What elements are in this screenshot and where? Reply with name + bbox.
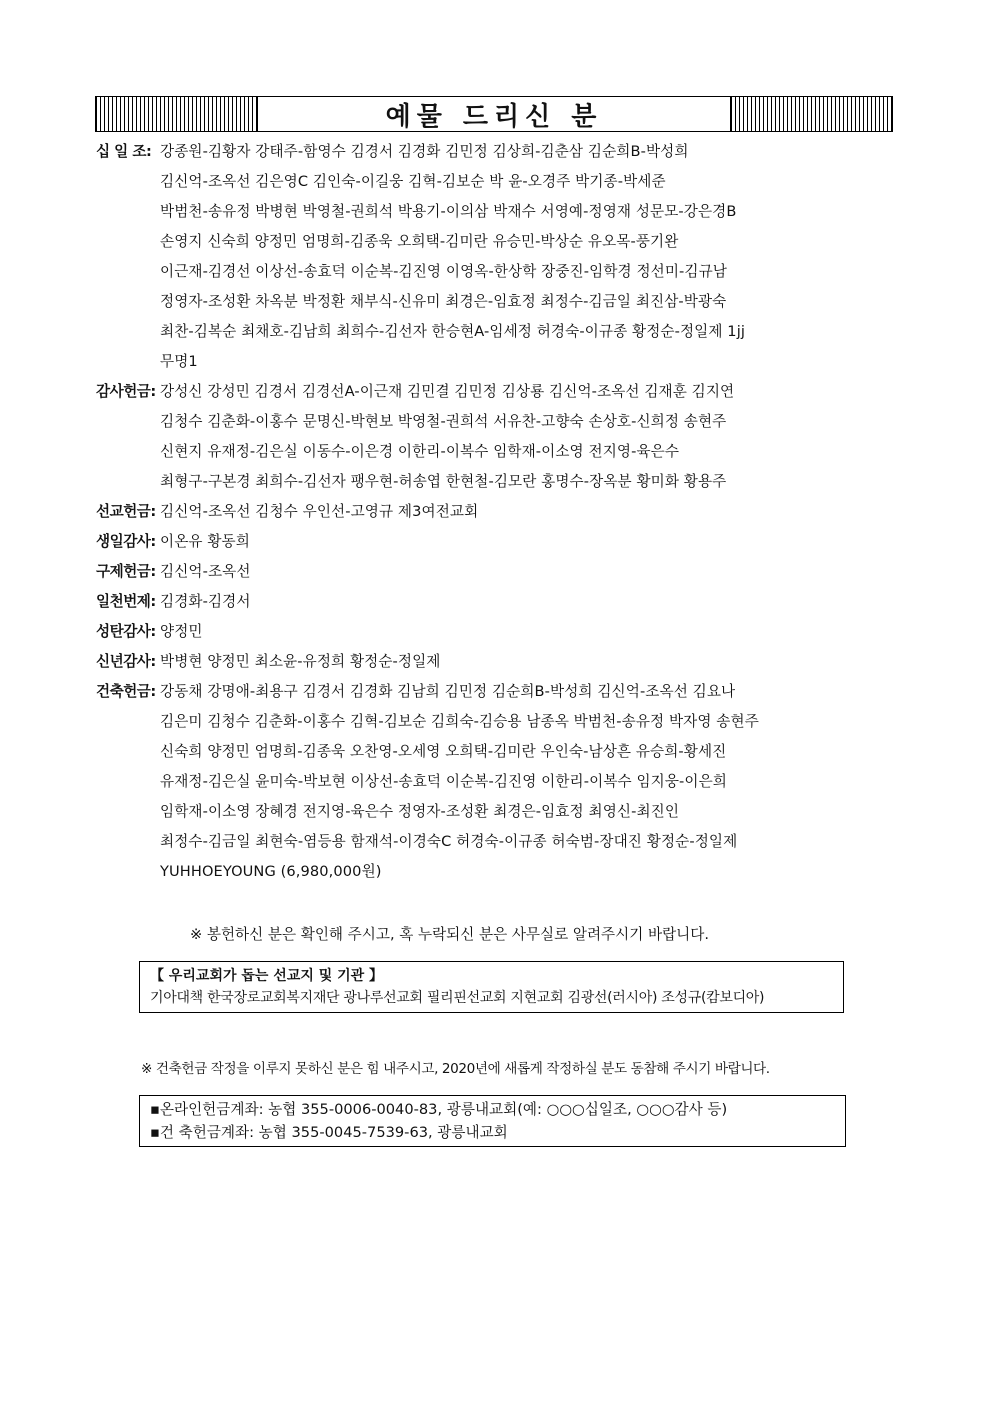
section-names — [160, 497, 896, 527]
name-line: 김신억-조옥선 — [160, 563, 251, 580]
name-line: 김청수 김춘화-이홍수 문명신-박현보 박영철-권희석 서유찬-고향숙 손상호-신희정 송현주 — [160, 413, 727, 430]
page-title: 예물 드리신 분 — [385, 101, 603, 132]
offering-section — [96, 377, 896, 497]
name-line: 김신억-조옥선 김청수 우인선-고영규 제3여전교회 — [160, 503, 479, 520]
name-line: 최정수-김금일 최현숙-염등용 함재석-이경숙C 허경숙-이규종 허숙범-장대진 황정순-정일제 — [160, 833, 738, 850]
name-line: 신현지 유재정-김은실 이동수-이은경 이한리-이복수 임학재-이소영 전지영-육은수 — [160, 443, 680, 460]
account-box — [139, 1095, 846, 1147]
name-line: 김신억-조옥선 김은영C 김인숙-이길웅 김혁-김보순 박 윤-오경주 박기종-박세준 — [160, 173, 666, 190]
name-line: 이근재-김경선 이상선-송효덕 이순복-김진영 이영옥-한상학 장중진-임학경 정선미-김규남 — [160, 263, 728, 280]
name-line: 임학재-이소영 장혜경 전지영-육은수 정영자-조성환 최경은-임효정 최영신-최진인 — [160, 803, 680, 820]
mission-list: 기아대책 한국장로교회복지재단 광나루선교회 필리핀선교회 지현교회 김광선(러시아) 조성규(캄보디아) — [150, 990, 765, 1006]
building-notice: ※ 건축헌금 작정을 이루지 못하신 분은 힘 내주시고, 2020년에 새롭게 작정하실 분도 동참해 주시기 바랍니다. — [141, 1061, 770, 1077]
offering-section — [96, 587, 896, 617]
section-names — [160, 617, 896, 647]
section-names — [160, 677, 896, 887]
title-hatch-right — [730, 96, 893, 132]
name-line: 김은미 김청수 김춘화-이홍수 김혁-김보순 김희숙-김승용 남종옥 박범천-송유정 박자영 송현주 — [160, 713, 759, 730]
name-line: 양정민 — [160, 623, 203, 640]
name-line: 강성신 강성민 김경서 김경선A-이근재 김민결 김민정 김상룡 김신억-조옥선 김재훈 김지연 — [160, 383, 735, 400]
account-online: ▪온라인헌금계좌: 농협 355-0006-0040-83, 광릉내교회(예: ○○○십일조, ○○○감사 등) — [150, 1101, 728, 1118]
offering-section — [96, 557, 896, 587]
name-line: 강동채 강명애-최용구 김경서 김경화 김남희 김민정 김순희B-박성희 김신억-조옥선 김요나 — [160, 683, 736, 700]
section-names — [160, 587, 896, 617]
section-label: 성탄감사: — [96, 623, 156, 640]
offering-section — [96, 137, 896, 377]
check-notice: ※ 봉헌하신 분은 확인해 주시고, 혹 누락되신 분은 사무실로 알려주시기 바랍니다. — [190, 926, 710, 943]
section-names — [160, 527, 896, 557]
section-label: 생일감사: — [96, 533, 156, 550]
mission-title: 【 우리교회가 돕는 선교지 및 기관 】 — [150, 968, 384, 984]
name-line: YUHHOEYOUNG (6,980,000원) — [160, 863, 382, 880]
section-label: 십 일 조: — [96, 143, 152, 160]
name-line: 신숙희 양정민 엄명희-김종욱 오찬영-오세영 오희택-김미란 우인숙-남상흔 유승희-황세진 — [160, 743, 727, 760]
section-label: 신년감사: — [96, 653, 156, 670]
offering-section — [96, 677, 896, 887]
name-line: 유재정-김은실 윤미숙-박보현 이상선-송효덕 이순복-김진영 이한리-이복수 임지웅-이은희 — [160, 773, 728, 790]
section-label: 구제헌금: — [96, 563, 156, 580]
name-line: 손영지 신숙희 양정민 엄명희-김종욱 오희택-김미란 유승민-박상순 유오목-풍기완 — [160, 233, 679, 250]
name-line: 무명1 — [160, 353, 198, 370]
section-names — [160, 377, 896, 497]
section-names — [160, 137, 896, 377]
offering-section — [96, 647, 896, 677]
mission-box — [139, 961, 844, 1013]
section-label: 감사헌금: — [96, 383, 156, 400]
title-banner — [95, 96, 893, 132]
name-line: 박병현 양정민 최소윤-유정희 황정순-정일제 — [160, 653, 441, 670]
name-line: 최형구-구본경 최희수-김선자 팽우현-허송엽 한현철-김모란 홍명수-장옥분 황미화 황용주 — [160, 473, 727, 490]
offering-section — [96, 617, 896, 647]
offering-sections — [96, 137, 896, 887]
name-line: 김경화-김경서 — [160, 593, 251, 610]
section-label: 일천번제: — [96, 593, 156, 610]
section-names — [160, 557, 896, 587]
name-line: 정영자-조성환 차옥분 박정환 채부식-신유미 최경은-임효정 최정수-김금일 최진삼-박광숙 — [160, 293, 727, 310]
title-hatch-left — [95, 96, 258, 132]
name-line: 이온유 황동희 — [160, 533, 250, 550]
name-line: 강종원-김황자 강태주-함영수 김경서 김경화 김민정 김상희-김춘삼 김순희B-박성희 — [160, 143, 689, 160]
name-line: 최찬-김복순 최채호-김남희 최희수-김선자 한승현A-임세정 허경숙-이규종 황정순-정일제 1jj — [160, 323, 746, 340]
title-box — [258, 96, 730, 132]
name-line: 박범천-송유정 박병현 박영철-권희석 박용기-이의삼 박재수 서영예-정영재 성문모-강은경B — [160, 203, 737, 220]
offering-section — [96, 497, 896, 527]
section-names — [160, 647, 896, 677]
offering-section — [96, 527, 896, 557]
account-building: ▪건 축헌금계좌: 농협 355-0045-7539-63, 광릉내교회 — [150, 1124, 508, 1141]
section-label: 건축헌금: — [96, 683, 156, 700]
section-label: 선교헌금: — [96, 503, 156, 520]
